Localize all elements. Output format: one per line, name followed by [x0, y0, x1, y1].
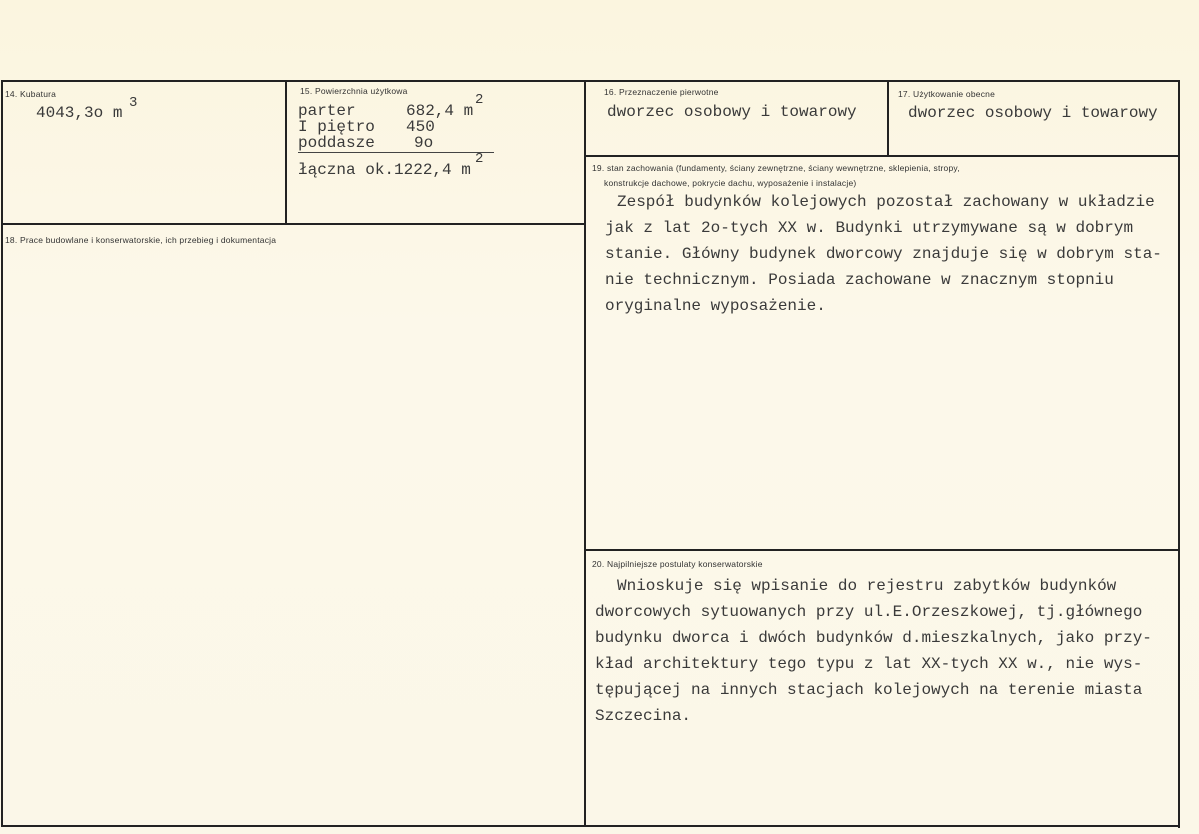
current-use-value: dworzec osobowy i towarowy [908, 104, 1158, 122]
area-row-value: 450 [406, 118, 435, 136]
condition-label: 19. stan zachowania (fundamenty, ściany zewnętrzne, ściany wewnętrzne, sklepienia, stropy, [592, 163, 960, 173]
condition-line: Zespół budynków kolejowych pozostał zachowany w układzie [617, 193, 1155, 211]
postulates-line: dworcowych sytuowanych przy ul.E.Orzeszkowej, tj.głównego [595, 603, 1143, 621]
left-rule [1, 80, 3, 827]
original-use-value: dworzec osobowy i towarowy [607, 103, 857, 121]
rule-above-20 [584, 549, 1179, 551]
bottom-rule [2, 825, 1179, 827]
divider-left-right [584, 80, 586, 827]
postulates-line: tępującej na innych stacjach kolejowych na terenie miasta [595, 681, 1143, 699]
area-unit-exponent: 2 [475, 92, 484, 108]
postulates-line: kład architektury tego typu z lat XX-tych XX w., nie wys- [595, 655, 1143, 673]
area-total-exponent: 2 [475, 151, 484, 167]
area-total: łączna ok.1222,4 m [298, 161, 471, 179]
kubatura-value: 4043,3o m [36, 104, 123, 122]
top-rule [2, 80, 1179, 82]
area-row-name: poddasze [298, 134, 375, 152]
area-label: 15. Powierzchnia użytkowa [300, 86, 408, 96]
postulates-line: Szczecina. [595, 707, 692, 725]
area-row-value: 682,4 m [406, 102, 474, 120]
area-row-name: parter [298, 102, 356, 120]
right-rule [1178, 80, 1180, 828]
area-sum-underline [298, 152, 494, 153]
area-row-value: 9o [414, 134, 434, 152]
works-label: 18. Prace budowlane i konserwatorskie, ich przebieg i dokumentacja [5, 235, 277, 245]
divider-16-17 [887, 80, 889, 155]
original-use-label: 16. Przeznaczenie pierwotne [604, 87, 719, 97]
postulates-line: Wnioskuje się wpisanie do rejestru zabytków budynków [617, 577, 1117, 595]
kubatura-unit-exponent: 3 [129, 95, 138, 111]
area-row-name: I piętro [298, 118, 375, 136]
divider-14-15 [285, 80, 287, 224]
condition-line: jak z lat 2o-tych XX w. Budynki utrzymywane są w dobrym [605, 219, 1134, 237]
condition-line: nie technicznym. Posiada zachowane w znacznym stopniu [605, 271, 1114, 289]
current-use-label: 17. Użytkowanie obecne [898, 89, 996, 99]
rule-under-14-15 [2, 223, 585, 225]
rule-under-16-17 [584, 155, 1179, 157]
postulates-text [595, 573, 1152, 729]
postulates-label: 20. Najpilniejsze postulaty konserwatorskie [592, 559, 763, 569]
condition-line: stanie. Główny budynek dworcowy znajduje się w dobrym sta- [605, 245, 1162, 263]
condition-label-cont: konstrukcje dachowe, pokrycie dachu, wyposażenie i instalacje) [604, 178, 857, 188]
condition-text [605, 189, 1162, 319]
postulates-line: budynku dworca i dwóch budynków d.mieszkalnych, jako przy- [595, 629, 1152, 647]
condition-line: oryginalne wyposażenie. [605, 297, 826, 315]
kubatura-label: 14. Kubatura [5, 89, 57, 99]
